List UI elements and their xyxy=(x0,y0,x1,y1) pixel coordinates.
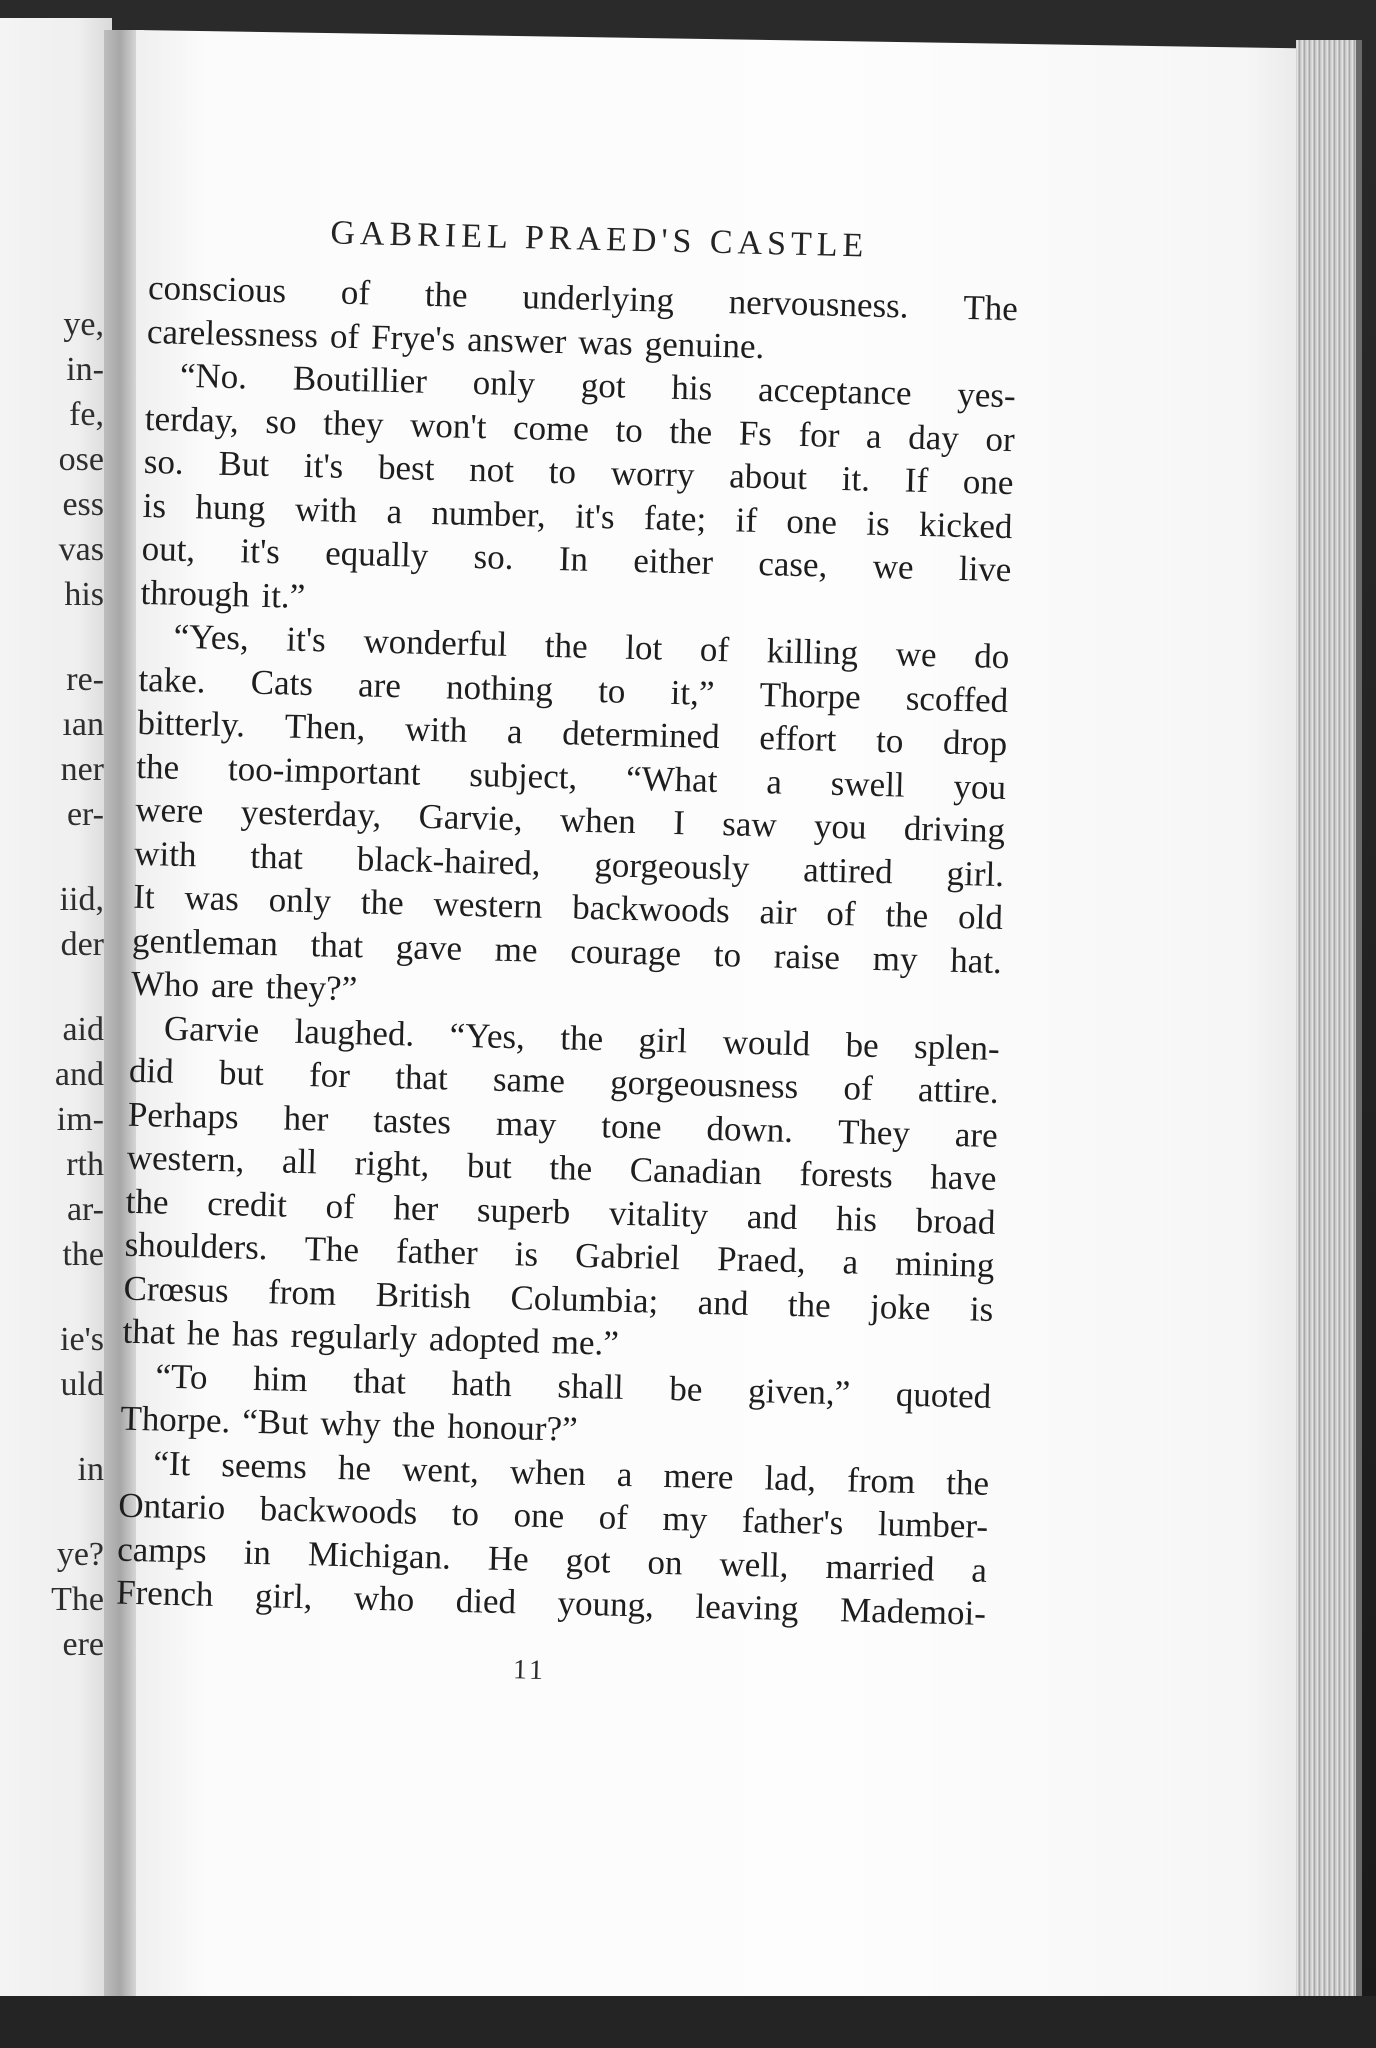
body-text xyxy=(116,266,1019,1635)
word: is xyxy=(969,1288,994,1329)
word: married xyxy=(825,1546,935,1589)
running-head: GABRIEL PRAED'S CASTLE xyxy=(330,214,869,265)
word: we xyxy=(895,634,938,675)
page-text-block xyxy=(114,210,1020,1697)
word: the xyxy=(392,1405,436,1446)
word: about xyxy=(728,456,808,498)
bottom-shadow xyxy=(0,1996,1376,2048)
word: his xyxy=(670,367,713,408)
word: and xyxy=(746,1196,798,1237)
left-page-fragment: rth xyxy=(66,1146,104,1183)
word: lumber- xyxy=(877,1504,989,1546)
left-page-fragment: re- xyxy=(66,661,104,698)
left-page-fragment: The xyxy=(51,1581,104,1618)
word: number, xyxy=(431,492,547,535)
word: swell xyxy=(830,763,906,805)
word: Garvie, xyxy=(418,796,524,839)
left-page-fragment: ner xyxy=(60,751,104,788)
left-page-fragment: the xyxy=(62,1236,104,1273)
left-page xyxy=(0,18,112,1998)
word: down. xyxy=(706,1108,794,1150)
word: too-important xyxy=(227,748,421,793)
word: The xyxy=(962,287,1019,329)
word: got xyxy=(580,365,627,406)
word: forests xyxy=(799,1154,894,1196)
word: we xyxy=(872,546,915,587)
word: Crœsus xyxy=(123,1268,230,1310)
word: black-haired, xyxy=(356,838,541,883)
word: you xyxy=(813,806,868,847)
word: only xyxy=(472,362,536,404)
word: seems xyxy=(220,1444,308,1486)
word: are xyxy=(357,664,402,705)
word: died xyxy=(455,1580,517,1622)
word: is xyxy=(142,485,167,525)
word: quoted xyxy=(895,1374,992,1416)
word: right, xyxy=(354,1143,430,1185)
word: worry xyxy=(610,453,695,495)
word: to xyxy=(451,1493,480,1534)
word: wonderful xyxy=(362,621,508,664)
word: laughed. xyxy=(294,1011,415,1054)
word: a xyxy=(506,711,524,752)
word: In xyxy=(558,539,589,579)
word: all xyxy=(281,1141,318,1182)
word: driving xyxy=(903,808,1006,851)
word: genuine. xyxy=(644,323,765,366)
word: father xyxy=(395,1231,479,1273)
word: honour?” xyxy=(446,1406,579,1449)
word: so. xyxy=(143,441,185,482)
word: only xyxy=(268,880,332,921)
word: that xyxy=(122,1311,176,1352)
word: on xyxy=(647,1542,683,1582)
word: to xyxy=(875,720,904,761)
word: regularly xyxy=(290,1315,418,1358)
word: girl xyxy=(638,1019,688,1060)
word: one xyxy=(513,1495,565,1536)
word: equally xyxy=(324,533,429,575)
word: camps xyxy=(116,1529,208,1571)
left-page-fragment: ie's xyxy=(60,1321,104,1358)
word: lad, xyxy=(764,1457,817,1499)
left-page-fragment: ye? xyxy=(56,1536,104,1573)
word: hung xyxy=(195,486,267,528)
word: Fs xyxy=(738,412,773,453)
word: given,” xyxy=(747,1370,851,1412)
left-page-text-fragments xyxy=(0,18,112,1998)
word: father's xyxy=(741,1500,844,1543)
word: are xyxy=(954,1114,999,1155)
word: Perhaps xyxy=(127,1094,240,1136)
word: “But xyxy=(241,1401,309,1443)
word: a xyxy=(970,1549,988,1590)
word: Who xyxy=(130,963,200,1005)
word: The xyxy=(304,1229,360,1270)
word: adopted xyxy=(428,1319,541,1361)
word: the xyxy=(559,1017,604,1058)
left-page-fragment: fe, xyxy=(69,396,104,433)
word: was xyxy=(577,322,634,363)
word: and xyxy=(697,1282,749,1323)
left-page-fragment: vas xyxy=(58,531,104,568)
word: him xyxy=(252,1358,309,1399)
word: underlying xyxy=(521,277,675,320)
word: gentleman xyxy=(131,920,279,963)
word: the xyxy=(945,1462,990,1503)
word: the xyxy=(787,1284,832,1325)
word: Cats xyxy=(250,662,314,703)
word: French xyxy=(115,1572,214,1614)
word: of xyxy=(340,272,371,313)
word: of xyxy=(843,1068,874,1108)
word: British xyxy=(375,1274,472,1316)
word: for xyxy=(798,414,840,455)
word: “To xyxy=(155,1355,208,1397)
page-edges xyxy=(1296,40,1362,2000)
word: saw xyxy=(721,804,778,845)
word: got xyxy=(565,1540,611,1581)
word: Frye's xyxy=(370,316,456,358)
word: “Yes, xyxy=(173,616,250,658)
word: be xyxy=(668,1368,703,1409)
word: they?” xyxy=(265,967,358,1009)
word: his xyxy=(835,1198,878,1239)
word: gave xyxy=(395,926,463,968)
word: scoffed xyxy=(905,678,1009,720)
word: girl, xyxy=(254,1575,313,1617)
word: “It xyxy=(152,1442,191,1483)
word: either xyxy=(632,540,714,582)
word: in xyxy=(243,1532,272,1572)
left-page-fragment: ess xyxy=(62,486,104,523)
word: from xyxy=(267,1271,337,1313)
word: be xyxy=(845,1024,880,1065)
word: vitality xyxy=(608,1193,709,1235)
word: day xyxy=(907,417,960,458)
word: case, xyxy=(757,543,828,585)
word: of xyxy=(325,1186,356,1226)
word: gorgeously xyxy=(594,844,750,888)
word: through xyxy=(140,572,251,615)
word: tastes xyxy=(372,1100,452,1142)
word: so xyxy=(265,401,298,442)
word: mere xyxy=(663,1455,734,1497)
word: that xyxy=(310,924,364,965)
word: when xyxy=(509,1451,587,1493)
word: same xyxy=(492,1059,566,1101)
word: mining xyxy=(894,1243,995,1285)
word: the xyxy=(548,1148,593,1189)
word: my xyxy=(872,938,919,979)
word: backwoods xyxy=(571,887,731,931)
word: won't xyxy=(409,404,487,446)
word: Thorpe. xyxy=(119,1398,231,1441)
word: the xyxy=(125,1181,170,1222)
left-page-fragment: his xyxy=(64,576,104,613)
word: with xyxy=(404,709,468,750)
word: drop xyxy=(942,722,1008,764)
word: me xyxy=(494,929,539,970)
word: the xyxy=(360,882,405,923)
word: it's xyxy=(303,445,344,486)
word: Ontario xyxy=(117,1485,226,1528)
word: to xyxy=(713,934,742,975)
word: But xyxy=(218,443,270,484)
word: of xyxy=(598,1497,629,1538)
word: They xyxy=(837,1111,911,1153)
word: Praed, xyxy=(716,1239,807,1281)
word: it's xyxy=(574,495,616,536)
word: the xyxy=(544,625,589,666)
word: hath xyxy=(451,1363,513,1404)
word: young, xyxy=(557,1583,655,1625)
word: answer xyxy=(466,319,567,361)
word: yes- xyxy=(956,374,1017,416)
word: me.” xyxy=(551,1322,620,1363)
word: courage xyxy=(569,930,682,973)
left-page-fragment: ıan xyxy=(62,706,104,743)
word: but xyxy=(218,1052,265,1094)
word: were xyxy=(134,789,204,831)
word: conscious xyxy=(147,267,287,311)
word: “What xyxy=(625,758,718,800)
word: gorgeousness xyxy=(609,1062,799,1107)
word: may xyxy=(495,1103,557,1144)
word: If xyxy=(904,460,929,501)
left-page-fragment: aid xyxy=(62,1011,104,1048)
word: to xyxy=(615,409,644,450)
word: come xyxy=(512,407,590,449)
word: joke xyxy=(869,1286,931,1327)
left-page-fragment: ar- xyxy=(66,1191,104,1228)
word: attired xyxy=(802,849,894,891)
word: has xyxy=(231,1314,280,1355)
word: carelessness xyxy=(146,311,319,355)
word: superb xyxy=(476,1189,571,1232)
word: her xyxy=(393,1187,439,1228)
word: shoulders. xyxy=(124,1224,269,1268)
word: with xyxy=(294,489,358,530)
word: killing xyxy=(766,631,859,673)
word: one xyxy=(962,461,1014,503)
word: but xyxy=(466,1146,513,1187)
word: that xyxy=(394,1057,449,1098)
word: subject, xyxy=(468,754,578,797)
left-page-fragment: ose xyxy=(58,441,104,478)
word: Canadian xyxy=(629,1150,763,1193)
word: attire. xyxy=(917,1070,1000,1111)
word: bitterly. xyxy=(137,702,246,745)
word: the xyxy=(885,895,929,936)
word: yesterday, xyxy=(240,792,382,835)
word: Thorpe xyxy=(759,674,862,717)
word: the xyxy=(135,746,180,787)
word: girl. xyxy=(946,853,1005,894)
word: nervousness. xyxy=(728,282,910,326)
word: lot xyxy=(624,627,663,668)
word: did xyxy=(128,1050,175,1091)
word: would xyxy=(722,1021,811,1063)
word: fate; xyxy=(643,497,707,539)
word: it.” xyxy=(261,575,306,616)
word: Michigan. xyxy=(307,1533,452,1577)
word: when xyxy=(559,800,637,842)
word: it's xyxy=(240,531,281,572)
page-number: 11 xyxy=(512,1653,547,1686)
word: of xyxy=(825,893,857,934)
word: splen- xyxy=(913,1026,1001,1068)
word: determined xyxy=(561,713,721,757)
word: he xyxy=(186,1313,221,1354)
word: or xyxy=(985,418,1016,459)
word: to xyxy=(548,451,577,492)
word: shall xyxy=(557,1365,625,1407)
left-page-fragment: in- xyxy=(66,351,104,388)
word: “No. xyxy=(179,355,248,397)
word: that xyxy=(352,1360,407,1402)
word: he xyxy=(337,1447,372,1488)
word: the xyxy=(668,411,713,452)
word: it. xyxy=(841,458,871,499)
left-page-fragment: der xyxy=(60,926,104,963)
left-page-fragment: uld xyxy=(60,1366,104,1403)
word: take. xyxy=(138,659,207,700)
word: out, xyxy=(141,528,196,570)
word: Garvie xyxy=(163,1008,260,1050)
word: best xyxy=(377,447,435,489)
word: Gabriel xyxy=(574,1235,681,1278)
word: backwoods xyxy=(259,1489,418,1532)
word: the xyxy=(424,274,469,315)
word: you xyxy=(953,766,1007,807)
word: it,” xyxy=(670,672,715,713)
word: broad xyxy=(915,1200,996,1242)
word: that xyxy=(249,836,304,877)
left-page-fragment: im- xyxy=(56,1101,104,1138)
word: hat. xyxy=(949,940,1003,981)
word: who xyxy=(353,1578,415,1619)
word: went, xyxy=(401,1449,480,1490)
word: a xyxy=(765,761,783,802)
word: tone xyxy=(600,1105,663,1147)
word: is xyxy=(514,1234,539,1274)
word: western, xyxy=(126,1137,245,1180)
word: I xyxy=(672,802,686,843)
word: a xyxy=(386,491,403,531)
left-page-fragment: in xyxy=(77,1451,104,1488)
left-page-fragment: er- xyxy=(66,796,104,833)
word: they xyxy=(322,402,384,444)
word: a xyxy=(865,416,883,456)
word: western xyxy=(433,884,543,926)
word: effort xyxy=(758,718,837,759)
word: was xyxy=(184,878,240,919)
word: have xyxy=(929,1157,997,1198)
word: it's xyxy=(285,619,327,660)
word: her xyxy=(283,1098,329,1139)
word: so. xyxy=(473,537,514,577)
word: terday, xyxy=(144,398,240,440)
word: is xyxy=(865,503,891,543)
word: if xyxy=(735,499,758,540)
word: not xyxy=(468,449,515,490)
word: for xyxy=(308,1055,351,1096)
left-page-fragment: ere xyxy=(62,1626,104,1663)
word: leaving xyxy=(695,1586,800,1629)
left-page-fragment: iid, xyxy=(59,881,104,918)
word: with xyxy=(133,833,197,874)
word: of xyxy=(699,629,730,670)
left-page-fragment: and xyxy=(54,1056,104,1093)
word: kicked xyxy=(918,504,1013,546)
word: He xyxy=(487,1538,530,1579)
word: to xyxy=(597,670,626,711)
word: from xyxy=(846,1459,916,1501)
word: are xyxy=(210,965,255,1006)
word: Boutillier xyxy=(292,358,428,401)
word: air xyxy=(759,892,798,933)
word: my xyxy=(662,1498,708,1540)
word: credit xyxy=(206,1183,288,1225)
word: why xyxy=(319,1403,382,1444)
word: a xyxy=(842,1242,859,1282)
word: raise xyxy=(773,935,841,977)
word: Columbia; xyxy=(510,1277,659,1321)
word: acceptance xyxy=(757,369,913,413)
word: a xyxy=(616,1454,633,1494)
word: It xyxy=(132,876,156,917)
word: well, xyxy=(719,1543,790,1585)
word: nothing xyxy=(445,666,554,709)
left-page-fragment: ye, xyxy=(63,306,104,343)
word: old xyxy=(957,896,1004,938)
word: live xyxy=(958,548,1012,590)
word: Then, xyxy=(284,706,366,748)
word: “Yes, xyxy=(449,1015,526,1056)
word: one xyxy=(785,501,838,542)
word: Mademoi- xyxy=(839,1590,987,1633)
word: do xyxy=(973,636,1010,677)
word: of xyxy=(329,315,360,356)
